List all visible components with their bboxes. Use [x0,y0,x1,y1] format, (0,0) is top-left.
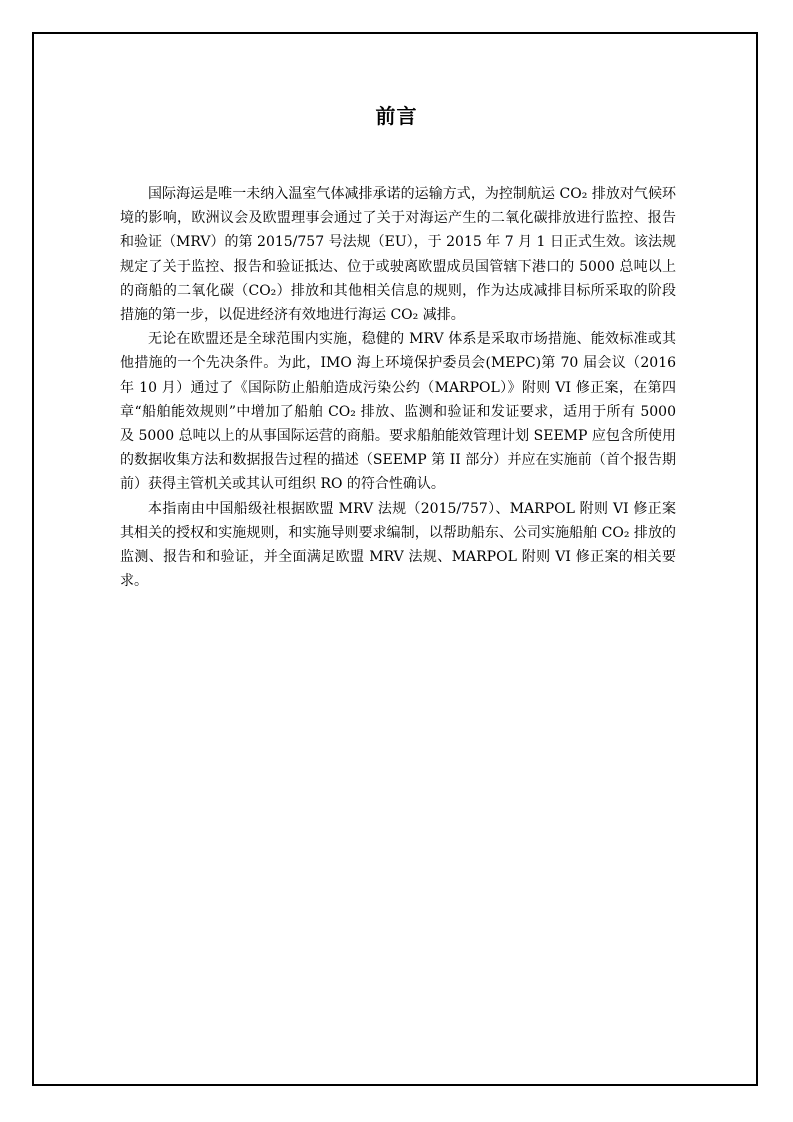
paragraph-2 [120,327,676,496]
body-text [120,182,676,593]
paragraph-line: 通过了《国际防止船舶造成污染公约（MARPOL）》附则 VI 修正案，在第四章“船舶能效 [120,379,676,420]
paragraph-line: 上的从事国际运营的商船。要求船舶能效管理计划 SEEMP 应包含所使用的数据收集方法和 [120,428,677,469]
paragraph-line: 措施的一个先决条件。为此，IMO 海上环境保护委员会(MEPC)第 70 届会议（2016 年 10 月） [120,355,677,396]
paragraph-line: 规则”中增加了船舶 CO₂ 排放、监测和验证和发证要求，适用于所有 5000 及 5000 总吨以 [120,403,676,445]
paragraph-line: 数据报告过程的描述（SEEMP 第 II 部分）并应在实施前（首个报告期前）获得主管机关或 [120,452,676,493]
paragraph-line: 报告和和验证，并全面满足欧盟 MRV 法规、MARPOL 附则 VI 修正案的相关要求。 [120,549,677,590]
paragraph-line: 境的影响，欧洲议会及欧盟理事会通过了关于对海运产生的二氧化碳排放进行监控、报告和 [120,210,676,251]
paragraph-line: 以促进经济有效地进行海运 CO₂ 减排。 [218,307,465,324]
paragraph-1 [120,182,676,327]
paragraph-line: 验证（MRV）的第 2015/757 号法规（EU），于 2015 年 7 月 1 日正式生效。该法规规定了关 [120,234,676,275]
paragraph-line: 其认可组织 RO 的符合性确认。 [246,476,445,493]
paragraph-line: 本指南由中国船级社根据欧盟 MRV 法规（2015/757）、MARPOL 附则 VI 修正案其相关 [120,500,676,541]
paragraph-line: 无论在欧盟还是全球范围内实施，稳健的 MRV 体系是采取市场措施、能效标准或其他 [120,331,676,372]
paragraph-line: 氧化碳（CO₂）排放和其他相关信息的规则，作为达成减排目标所采取的阶段措施的第一步， [120,282,677,324]
paragraph-line: 于监控、报告和验证抵达、位于或驶离欧盟成员国管辖下港口的 5000 总吨以上的商船的二 [120,258,677,299]
paragraph-line: 国际海运是唯一未纳入温室气体减排承诺的运输方式，为控制航运 CO₂ 排放对气候环 [148,186,676,202]
page-title: 前言 [375,104,418,128]
paragraph-line: 的授权和实施规则，和实施导则要求编制，以帮助船东、公司实施船舶 CO₂ 排放的监测、 [120,524,677,566]
paragraph-3 [120,497,676,594]
